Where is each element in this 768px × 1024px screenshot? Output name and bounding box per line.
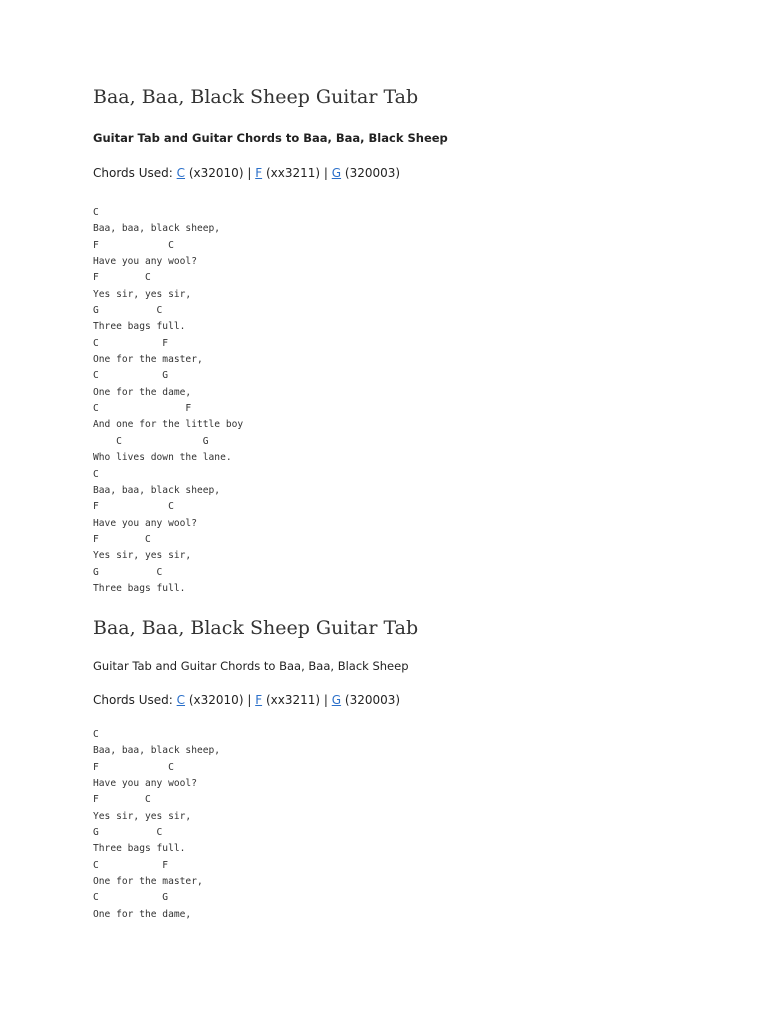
chord-shape-g: (320003): [344, 166, 401, 180]
tab-line: C: [93, 207, 99, 218]
chord-link-f[interactable]: F: [255, 166, 263, 180]
tab-line: G C: [93, 566, 163, 578]
tab-line: C G: [93, 435, 209, 447]
tab-line: One for the dame,: [93, 386, 192, 398]
chords-used-label: Chords Used:: [93, 693, 173, 707]
tab-line: Who lives down the lane.: [93, 452, 232, 464]
chord-link-g[interactable]: G: [331, 166, 342, 180]
tab-line: G C: [93, 305, 163, 317]
chord-separator: |: [323, 166, 328, 180]
tab-line: C F: [93, 403, 192, 415]
tab-line: One for the master,: [93, 354, 203, 366]
page-title: Baa, Baa, Black Sheep Guitar Tab: [93, 86, 419, 108]
chord-shape-f: (xx3211): [265, 693, 321, 707]
tab-line: Have you any wool?: [93, 778, 197, 790]
tab-line: Three bags full.: [93, 843, 186, 855]
tab-line: G C: [93, 827, 163, 839]
chord-shape-f: (xx3211): [265, 166, 321, 180]
tab-line: F C: [93, 533, 151, 545]
tab-line: F C: [93, 794, 151, 806]
tab-line: C G: [93, 892, 169, 904]
tab-line: Three bags full.: [93, 582, 186, 594]
chord-shape-g: (320003): [344, 693, 401, 707]
tab-line: F C: [93, 239, 174, 251]
tab-line: Three bags full.: [93, 321, 186, 333]
tab-block: [93, 205, 243, 597]
page-title: Baa, Baa, Black Sheep Guitar Tab: [93, 617, 419, 639]
chords-used-label: Chords Used:: [93, 166, 173, 180]
chord-link-c[interactable]: C: [176, 166, 186, 180]
chord-separator: |: [247, 693, 252, 707]
chord-link-g[interactable]: G: [331, 693, 342, 707]
tab-line: F C: [93, 501, 174, 513]
tab-line: And one for the little boy: [93, 419, 244, 431]
tab-line: C: [93, 468, 99, 480]
tab-line: Yes sir, yes sir,: [93, 810, 192, 822]
tab-line: Baa, baa, black sheep,: [93, 745, 221, 757]
tab-line: One for the master,: [93, 876, 203, 888]
tab-line: F C: [93, 761, 174, 773]
chords-used-line: [93, 166, 400, 180]
chords-used-line: [93, 693, 400, 707]
tab-line: Baa, baa, black sheep,: [93, 484, 221, 496]
tab-line: Yes sir, yes sir,: [93, 550, 192, 562]
tab-line: Baa, baa, black sheep,: [93, 223, 221, 235]
tab-line: C F: [93, 859, 169, 871]
chord-separator: |: [323, 693, 328, 707]
chord-shape-c: (x32010): [188, 693, 244, 707]
tab-line: F C: [93, 272, 151, 284]
tab-line: Have you any wool?: [93, 256, 197, 268]
tab-line: C G: [93, 370, 169, 382]
tab-line: One for the dame,: [93, 908, 192, 920]
tab-line: Yes sir, yes sir,: [93, 288, 192, 300]
chord-separator: |: [247, 166, 252, 180]
page-subtitle: Guitar Tab and Guitar Chords to Baa, Baa, Black Sheep: [93, 659, 409, 673]
page-subtitle: Guitar Tab and Guitar Chords to Baa, Baa, Black Sheep: [93, 131, 448, 145]
chord-link-c[interactable]: C: [176, 693, 186, 707]
chord-link-f[interactable]: F: [255, 693, 263, 707]
tab-line: C F: [93, 337, 169, 349]
tab-block: [93, 727, 220, 923]
chord-shape-c: (x32010): [188, 166, 244, 180]
tab-line: C: [93, 729, 99, 740]
tab-line: Have you any wool?: [93, 517, 197, 529]
